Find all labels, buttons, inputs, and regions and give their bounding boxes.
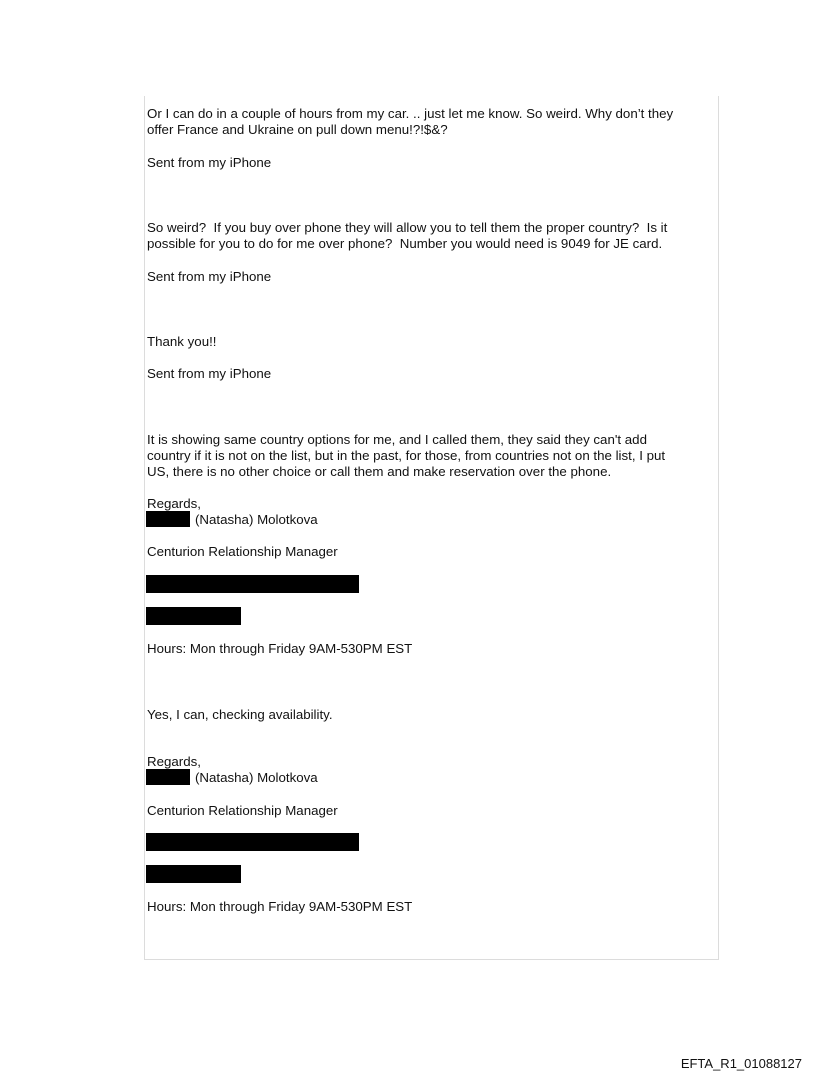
message-2-line-2: possible for you to do for me over phone? Number you would need is 9049 for JE card. (147, 236, 663, 251)
redaction-box (146, 833, 359, 851)
message-3-signature: Sent from my iPhone (147, 366, 272, 381)
message-5-signer-name: (Natasha) Molotkova (195, 770, 318, 785)
message-4-line-1: It is showing same country options for me, and I called them, they said they can't add (147, 432, 647, 447)
message-2-line-1: So weird? If you buy over phone they will allow you to tell them the proper country? Is it (147, 220, 668, 235)
redaction-box (146, 769, 190, 785)
message-5-hours: Hours: Mon through Friday 9AM-530PM EST (147, 899, 413, 914)
message-1-signature: Sent from my iPhone (147, 155, 272, 170)
message-1-line-1: Or I can do in a couple of hours from my car. .. just let me know. So weird. Why don’t they (147, 106, 674, 121)
message-1-line-2: offer France and Ukraine on pull down menu!?!$&? (147, 122, 448, 137)
document-id: EFTA_R1_01088127 (680, 1056, 802, 1071)
message-5-regards: Regards, (147, 754, 201, 769)
redaction-box (146, 575, 359, 593)
message-4-signer-name: (Natasha) Molotkova (195, 512, 318, 527)
message-4-signer-title: Centurion Relationship Manager (147, 544, 338, 559)
message-5-line-1: Yes, I can, checking availability. (147, 707, 333, 722)
redaction-box (146, 865, 241, 883)
redaction-box (146, 511, 190, 527)
message-4-line-3: US, there is no other choice or call them and make reservation over the phone. (147, 464, 612, 479)
message-4-hours: Hours: Mon through Friday 9AM-530PM EST (147, 641, 413, 656)
message-3-line-1: Thank you!! (147, 334, 217, 349)
redaction-box (146, 607, 241, 625)
message-2-signature: Sent from my iPhone (147, 269, 272, 284)
message-4-regards: Regards, (147, 496, 201, 511)
message-4-line-2: country if it is not on the list, but in the past, for those, from countries not on the list, I put (147, 448, 666, 463)
message-5-signer-title: Centurion Relationship Manager (147, 803, 338, 818)
